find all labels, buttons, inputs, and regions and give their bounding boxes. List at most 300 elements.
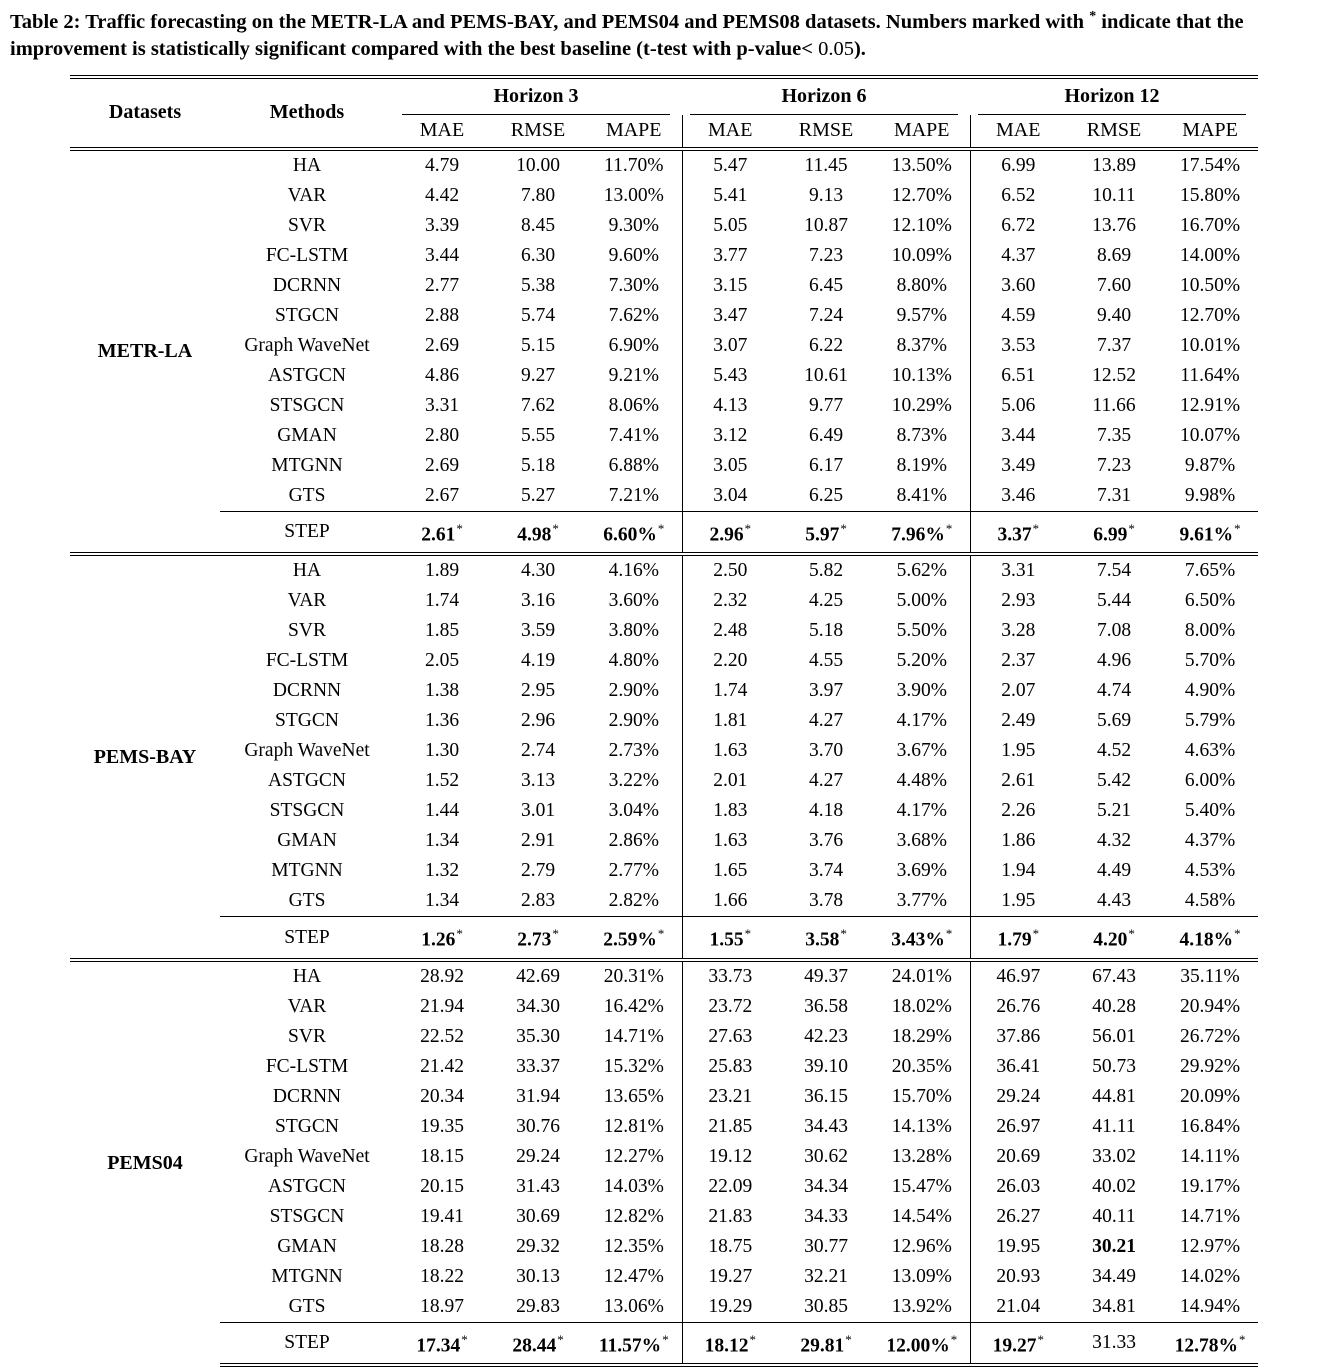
value-cell: 34.49 <box>1092 1265 1136 1287</box>
value-cell <box>682 1322 778 1365</box>
value-cell: 13.92% <box>874 1292 970 1323</box>
value-cell: 2.69 <box>424 454 460 476</box>
value-cell: 12.35% <box>586 1232 682 1262</box>
value-cell: 1.94 <box>1001 860 1036 882</box>
value-cell: 18.02% <box>874 992 970 1022</box>
value-cell: 8.19% <box>874 451 970 481</box>
value-cell: 3.39 <box>424 214 460 236</box>
value-cell: 23.72 <box>708 995 753 1017</box>
significance-star: * <box>1037 1332 1044 1347</box>
caption-pvalue: 0.05 <box>818 37 854 60</box>
value-cell: 4.58% <box>1184 890 1236 912</box>
value-cell: 9.87% <box>1184 454 1236 476</box>
value-cell: 6.30 <box>520 244 556 266</box>
value-cell: 12.96% <box>874 1232 970 1262</box>
value-cell: 3.60 <box>1001 274 1036 296</box>
method-cell: GMAN <box>277 830 337 852</box>
value-cell <box>394 1322 490 1365</box>
value-cell: 4.79 <box>424 154 460 176</box>
value-cell: 34.30 <box>516 995 560 1017</box>
value-cell: 8.00% <box>1184 620 1236 642</box>
table-head <box>70 77 1258 149</box>
value-cell: 18.15 <box>420 1145 464 1167</box>
value-cell: 13.76 <box>1092 214 1136 236</box>
value-cell: 3.67% <box>874 736 970 766</box>
value-text: 6.99 <box>1093 524 1128 546</box>
method-cell: HA <box>220 960 394 992</box>
value-cell: 30.85 <box>804 1295 848 1317</box>
value-cell: 36.41 <box>996 1055 1041 1077</box>
significance-star: * <box>1128 521 1135 536</box>
value-cell: 6.22 <box>808 334 844 356</box>
value-cell: 2.86% <box>586 826 682 856</box>
value-cell: 8.41% <box>874 481 970 512</box>
method-cell: GMAN <box>277 1235 337 1257</box>
method-cell: FC-LSTM <box>265 244 349 266</box>
significance-star: * <box>1234 521 1241 536</box>
value-cell: 9.98% <box>1184 484 1236 506</box>
value-cell: 16.84% <box>1179 1115 1241 1137</box>
value-cell: 7.65% <box>1162 554 1258 586</box>
value-cell: 26.03 <box>996 1175 1041 1197</box>
method-cell: STGCN <box>275 1115 339 1137</box>
method-cell: STGCN <box>275 304 339 326</box>
value-cell: 35.30 <box>516 1025 560 1047</box>
value-cell: 22.52 <box>420 1025 464 1047</box>
value-cell <box>682 511 778 554</box>
value-cell: 3.07 <box>713 334 748 356</box>
value-cell: 7.23 <box>1096 454 1132 476</box>
value-cell: 20.15 <box>420 1175 464 1197</box>
value-cell: 40.02 <box>1092 1175 1136 1197</box>
value-cell: 12.91% <box>1179 394 1241 416</box>
results-table <box>70 75 1258 1367</box>
value-cell <box>874 1322 970 1365</box>
value-cell: 3.78 <box>808 890 844 912</box>
value-cell: 4.80% <box>586 646 682 676</box>
value-cell: 30.62 <box>804 1145 848 1167</box>
caption-star: * <box>1089 9 1097 24</box>
value-cell: 1.74 <box>713 680 748 702</box>
value-text: 1.55 <box>709 929 744 951</box>
value-cell: 2.83 <box>520 890 556 912</box>
table-row <box>70 271 1258 301</box>
method-cell: STGCN <box>275 710 339 732</box>
table-row <box>70 1292 1258 1323</box>
value-cell: 44.81 <box>1092 1085 1136 1107</box>
value-cell: 1.65 <box>713 860 748 882</box>
table-row <box>70 1262 1258 1292</box>
value-cell: 56.01 <box>1092 1025 1136 1047</box>
value-cell: 31.43 <box>516 1175 560 1197</box>
value-cell: 14.13% <box>874 1112 970 1142</box>
value-cell: 4.37% <box>1184 830 1236 852</box>
value-cell: 24.01% <box>874 960 970 992</box>
value-cell: 14.00% <box>1179 244 1241 266</box>
method-cell: FC-LSTM <box>265 1055 349 1077</box>
value-cell: 2.67 <box>424 484 460 506</box>
metric-header: MAE <box>394 115 490 149</box>
value-cell: 4.55 <box>808 650 844 672</box>
value-cell: 26.72% <box>1179 1025 1241 1047</box>
method-cell: ASTGCN <box>267 364 346 386</box>
value-cell: 10.87 <box>804 214 848 236</box>
value-cell: 3.80% <box>586 616 682 646</box>
value-cell: 1.95 <box>1001 740 1036 762</box>
value-cell: 4.96 <box>1096 650 1132 672</box>
metric-header: RMSE <box>1066 115 1162 149</box>
value-cell: 3.04% <box>586 796 682 826</box>
value-cell: 19.95 <box>996 1235 1041 1257</box>
value-cell: 27.63 <box>708 1025 753 1047</box>
value-cell: 29.83 <box>516 1295 560 1317</box>
value-cell: 7.62% <box>586 301 682 331</box>
value-cell: 20.31% <box>586 960 682 992</box>
value-cell <box>490 917 586 960</box>
value-cell: 19.35 <box>420 1115 464 1137</box>
value-cell: 13.50% <box>874 149 970 181</box>
value-cell: 13.65% <box>586 1082 682 1112</box>
value-cell: 10.11 <box>1092 184 1136 206</box>
value-cell: 4.25 <box>808 590 844 612</box>
significance-star: * <box>657 927 665 942</box>
method-cell: HA <box>292 154 322 176</box>
value-cell: 1.81 <box>713 710 748 732</box>
value-cell: 1.95 <box>1001 890 1036 912</box>
value-cell: 19.41 <box>420 1205 464 1227</box>
table-row <box>70 1082 1258 1112</box>
value-cell: 2.69 <box>424 334 460 356</box>
value-cell: 12.70% <box>874 181 970 211</box>
value-cell: 10.00 <box>516 154 560 176</box>
value-cell: 16.70% <box>1179 214 1241 236</box>
method-cell: STSGCN <box>269 800 345 822</box>
significance-star: * <box>461 1332 468 1347</box>
value-cell: 2.61 <box>1001 770 1036 792</box>
value-cell <box>394 917 490 960</box>
value-cell: 4.27 <box>808 710 844 732</box>
value-cell: 1.66 <box>713 890 748 912</box>
table-row <box>70 706 1258 736</box>
value-cell: 21.85 <box>708 1115 753 1137</box>
value-cell: 4.27 <box>808 770 844 792</box>
table-body <box>70 149 1258 1366</box>
value-cell <box>1066 917 1162 960</box>
value-cell: 49.37 <box>778 960 874 992</box>
value-cell: 9.13 <box>808 184 844 206</box>
method-cell: ASTGCN <box>267 770 346 792</box>
value-cell: 3.15 <box>713 274 748 296</box>
value-cell: 1.52 <box>424 770 460 792</box>
value-cell: 20.34 <box>420 1085 464 1107</box>
significance-star: * <box>456 521 463 536</box>
value-cell: 2.01 <box>713 770 748 792</box>
value-cell: 3.70 <box>808 740 844 762</box>
value-cell: 5.74 <box>520 304 556 326</box>
value-cell <box>778 917 874 960</box>
value-cell: 4.32 <box>1096 830 1132 852</box>
value-cell: 5.27 <box>520 484 556 506</box>
value-cell: 29.24 <box>996 1085 1041 1107</box>
value-cell <box>682 917 778 960</box>
value-cell: 9.27 <box>520 364 556 386</box>
table-row <box>70 149 1258 181</box>
value-cell: 50.73 <box>1092 1055 1136 1077</box>
table-row <box>70 451 1258 481</box>
value-cell: 2.50 <box>682 554 778 586</box>
table-row <box>70 766 1258 796</box>
value-cell: 14.94% <box>1179 1295 1241 1317</box>
value-cell: 29.92% <box>1179 1055 1241 1077</box>
value-cell: 9.57% <box>874 301 970 331</box>
significance-star: * <box>1032 521 1040 536</box>
value-cell: 7.24 <box>808 304 844 326</box>
value-cell: 5.82 <box>778 554 874 586</box>
value-cell: 3.31 <box>424 394 460 416</box>
table-row <box>70 181 1258 211</box>
significance-star: * <box>845 1332 852 1347</box>
value-cell: 5.79% <box>1184 710 1236 732</box>
value-cell: 11.70% <box>586 149 682 181</box>
value-cell: 10.01% <box>1179 334 1241 356</box>
value-cell: 26.76 <box>996 995 1041 1017</box>
value-cell: 14.03% <box>586 1172 682 1202</box>
value-cell: 5.41 <box>713 184 748 206</box>
value-cell: 3.69% <box>874 856 970 886</box>
value-cell: 2.82% <box>586 886 682 917</box>
table-row <box>70 554 1258 586</box>
value-cell: 20.93 <box>996 1265 1041 1287</box>
value-cell: 5.20% <box>874 646 970 676</box>
value-cell: 20.09% <box>1179 1085 1241 1107</box>
value-cell: 28.92 <box>394 960 490 992</box>
method-cell: STSGCN <box>269 1205 345 1227</box>
value-cell <box>1162 917 1258 960</box>
method-cell: DCRNN <box>272 680 342 702</box>
value-cell: 5.69 <box>1096 710 1132 732</box>
value-cell: 36.15 <box>804 1085 848 1107</box>
horizon-header <box>970 77 1258 115</box>
table-row <box>70 796 1258 826</box>
value-text: 11.57% <box>598 1335 662 1357</box>
metric-header: MAE <box>970 115 1066 149</box>
value-cell: 8.37% <box>874 331 970 361</box>
value-cell: 3.74 <box>808 860 844 882</box>
metric-header: MAPE <box>1162 115 1258 149</box>
value-cell: 3.22% <box>586 766 682 796</box>
table-row <box>70 211 1258 241</box>
table-row <box>70 886 1258 917</box>
value-cell: 30.77 <box>804 1235 848 1257</box>
value-cell: 14.71% <box>1179 1205 1241 1227</box>
value-cell: 42.69 <box>490 960 586 992</box>
value-cell: 4.42 <box>424 184 460 206</box>
value-cell <box>1066 511 1162 554</box>
value-cell <box>970 1322 1066 1365</box>
value-cell: 26.27 <box>996 1205 1041 1227</box>
value-cell: 4.49 <box>1096 860 1132 882</box>
value-cell: 5.38 <box>520 274 556 296</box>
value-cell: 13.28% <box>874 1142 970 1172</box>
value-cell <box>586 1322 682 1365</box>
value-cell: 17.54% <box>1179 154 1241 176</box>
value-cell: 3.68% <box>874 826 970 856</box>
value-cell: 2.90% <box>586 706 682 736</box>
value-cell: 34.81 <box>1092 1295 1136 1317</box>
value-cell: 1.34 <box>424 830 460 852</box>
value-cell: 3.44 <box>1001 424 1036 446</box>
value-cell: 2.79 <box>520 860 556 882</box>
value-cell: 13.89 <box>1092 154 1136 176</box>
value-cell: 2.07 <box>1001 680 1036 702</box>
value-cell: 14.71% <box>586 1022 682 1052</box>
value-text: 1.26 <box>421 929 456 951</box>
caption-label: Table 2: <box>10 10 81 33</box>
value-cell: 31.94 <box>516 1085 560 1107</box>
value-cell: 5.70% <box>1184 650 1236 672</box>
horizon-label: Horizon 3 <box>402 79 670 115</box>
method-cell: STEP <box>220 917 394 960</box>
value-cell: 3.16 <box>520 590 556 612</box>
value-text: 6.60% <box>603 524 657 546</box>
value-cell: 10.61 <box>804 364 848 386</box>
datasets-header: Datasets <box>70 77 220 149</box>
value-cell: 36.58 <box>804 995 848 1017</box>
value-text: 3.43% <box>891 929 945 951</box>
value-cell: 7.31 <box>1096 484 1132 506</box>
value-cell <box>778 1322 874 1365</box>
value-cell: 12.82% <box>586 1202 682 1232</box>
value-cell: 29.32 <box>516 1235 560 1257</box>
value-cell: 2.95 <box>520 680 556 702</box>
value-text: 30.21 <box>1092 1235 1136 1257</box>
value-cell: 3.05 <box>713 454 748 476</box>
value-cell: 18.75 <box>708 1235 753 1257</box>
value-cell: 3.77% <box>874 886 970 917</box>
metric-header: MAPE <box>874 115 970 149</box>
value-text: 4.98 <box>517 524 552 546</box>
value-cell: 4.30 <box>490 554 586 586</box>
significance-star: * <box>840 927 847 942</box>
value-text: 12.78% <box>1174 1335 1238 1357</box>
value-cell: 30.69 <box>516 1205 560 1227</box>
method-cell: FC-LSTM <box>265 650 349 672</box>
significance-star: * <box>662 1332 669 1347</box>
value-cell <box>874 511 970 554</box>
table-row <box>70 301 1258 331</box>
value-cell: 13.00% <box>586 181 682 211</box>
value-cell: 30.76 <box>516 1115 560 1137</box>
value-cell: 14.11% <box>1180 1145 1240 1167</box>
table-row <box>70 361 1258 391</box>
value-cell: 1.36 <box>424 710 460 732</box>
value-cell: 21.83 <box>708 1205 753 1227</box>
value-cell <box>970 917 1066 960</box>
caption-suffix: ). <box>853 37 866 60</box>
value-cell: 7.60 <box>1096 274 1132 296</box>
value-cell: 19.12 <box>708 1145 753 1167</box>
dataset-label: METR-LA <box>97 340 193 363</box>
method-cell: VAR <box>287 590 327 612</box>
value-cell: 6.52 <box>1001 184 1036 206</box>
value-cell: 7.54 <box>1066 554 1162 586</box>
value-cell: 6.72 <box>1001 214 1036 236</box>
value-cell: 4.63% <box>1184 740 1236 762</box>
value-cell: 7.30% <box>586 271 682 301</box>
value-cell: 7.35 <box>1096 424 1132 446</box>
value-cell: 6.50% <box>1184 590 1236 612</box>
table-row <box>70 331 1258 361</box>
value-cell: 40.28 <box>1092 995 1136 1017</box>
value-cell: 34.34 <box>804 1175 848 1197</box>
header-row-horizons <box>70 77 1258 115</box>
value-cell: 9.60% <box>586 241 682 271</box>
value-cell: 5.40% <box>1184 800 1236 822</box>
value-cell: 3.60% <box>586 586 682 616</box>
value-cell: 40.11 <box>1092 1205 1136 1227</box>
value-cell: 12.52 <box>1092 364 1136 386</box>
caption-text-2: indicate that the improvement is statistically significant compared with the best baseline (t-test with p-value< <box>10 10 1244 60</box>
significance-star: * <box>552 521 559 536</box>
metric-header: RMSE <box>490 115 586 149</box>
value-cell: 11.64% <box>1180 364 1240 386</box>
value-cell: 2.91 <box>520 830 556 852</box>
value-cell <box>1066 1232 1162 1262</box>
table-row <box>70 1172 1258 1202</box>
method-cell: GTS <box>288 484 326 506</box>
significance-star: * <box>1128 927 1135 942</box>
value-cell: 46.97 <box>970 960 1066 992</box>
value-cell: 12.10% <box>874 211 970 241</box>
significance-star: * <box>945 927 953 942</box>
value-cell: 4.59 <box>1001 304 1036 326</box>
value-cell: 11.45 <box>804 154 848 176</box>
significance-star: * <box>1238 1332 1246 1347</box>
value-cell: 7.80 <box>520 184 556 206</box>
significance-star: * <box>749 1332 756 1347</box>
value-cell: 7.41% <box>586 421 682 451</box>
value-cell: 8.45 <box>520 214 556 236</box>
value-cell: 31.33 <box>1066 1322 1162 1365</box>
value-cell: 32.21 <box>804 1265 848 1287</box>
value-cell: 33.37 <box>516 1055 560 1077</box>
value-cell: 4.90% <box>1184 680 1236 702</box>
value-cell: 18.28 <box>420 1235 464 1257</box>
value-cell: 14.54% <box>874 1202 970 1232</box>
value-cell: 3.46 <box>1001 484 1036 506</box>
value-cell: 5.15 <box>520 334 556 356</box>
method-cell: Graph WaveNet <box>244 334 370 356</box>
table-row <box>70 241 1258 271</box>
table-row <box>70 1052 1258 1082</box>
value-cell: 6.49 <box>808 424 844 446</box>
value-cell: 9.77 <box>808 394 844 416</box>
value-cell: 6.45 <box>808 274 844 296</box>
value-cell: 3.31 <box>970 554 1066 586</box>
value-cell: 10.09% <box>874 241 970 271</box>
value-cell: 7.37 <box>1096 334 1132 356</box>
value-text: 7.96% <box>891 524 945 546</box>
method-cell: STEP <box>220 511 394 554</box>
value-cell: 5.47 <box>713 154 748 176</box>
value-cell: 12.47% <box>586 1262 682 1292</box>
value-cell: 2.77% <box>586 856 682 886</box>
value-cell: 25.83 <box>708 1055 753 1077</box>
value-text: 12.00% <box>886 1335 950 1357</box>
value-cell: 4.48% <box>874 766 970 796</box>
method-cell: ASTGCN <box>267 1175 346 1197</box>
value-cell: 5.42 <box>1096 770 1132 792</box>
